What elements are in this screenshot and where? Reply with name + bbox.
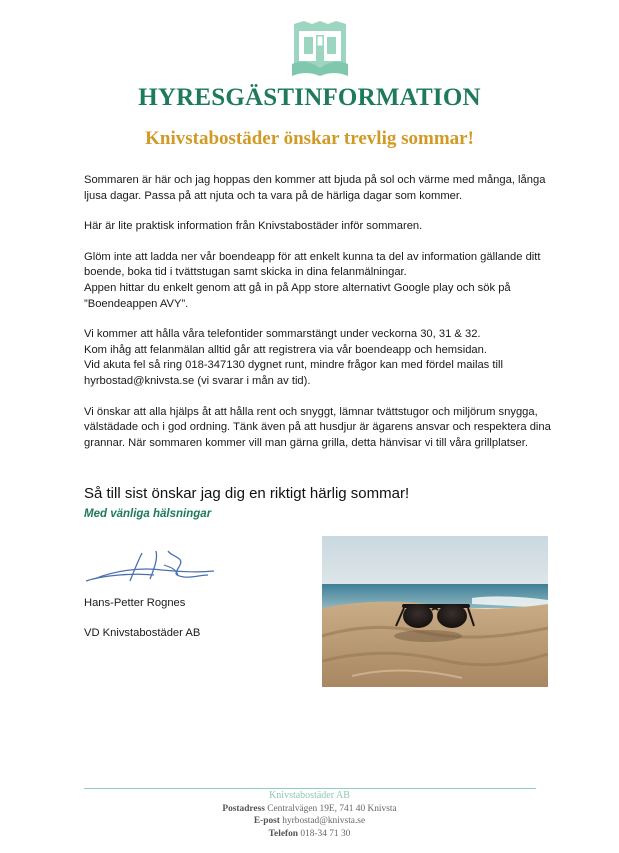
footer-company: Knivstabostäder AB bbox=[269, 790, 350, 801]
handwritten-signature bbox=[84, 545, 224, 590]
footer bbox=[0, 790, 619, 840]
greeting: Med vänliga hälsningar bbox=[84, 508, 212, 520]
footer-postal-value: Centralvägen 19E, 741 40 Knivsta bbox=[267, 803, 397, 814]
footer-postal bbox=[0, 803, 619, 816]
footer-email-value: hyrbostad@knivsta.se bbox=[282, 816, 366, 826]
signer-role: VD Knivstabostäder AB bbox=[84, 627, 201, 639]
closing-line: Så till sist önskar jag dig en riktigt härlig sommar! bbox=[84, 485, 410, 502]
footer-email-label: E-post bbox=[253, 816, 280, 826]
paragraph-intro: Sommaren är här och jag hoppas den kommer att bjuda på sol och värme med många, långa ljusa dagar. Passa på att njuta och ta vara på de härliga dagar som kommer. bbox=[84, 174, 546, 202]
footer-email bbox=[0, 815, 619, 828]
paragraph-practical-info: Här är lite praktisk information från Knivstabostäder inför sommaren. bbox=[84, 220, 423, 233]
paragraph-phone-hours: Vi kommer att hålla våra telefontider sommarstängt under veckorna 30, 31 & 32. bbox=[84, 328, 481, 341]
paragraph-emergency-contact: Vid akuta fel så ring 018-347130 dygnet runt, mindre frågor kan med fördel mailas till hyrbostad@knivsta.se (vi svarar i mån av tid). bbox=[84, 359, 503, 387]
paragraph-house-rules: Vi önskar att alla hjälps åt att hålla rent och snyggt, lämnar tvättstugor och miljörum snygga, välstädade och i god ordning. Tänk även på att husdjur är ägarens ansvar och respektera dina grannar. När sommaren kommer vill man gärna grilla, detta hänvisar vi till våra grillplatser. bbox=[84, 405, 551, 449]
building-logo-icon bbox=[290, 18, 350, 78]
footer-phone-label: Telefon bbox=[268, 828, 298, 839]
page-title: HYRESGÄSTINFORMATION bbox=[138, 84, 481, 111]
footer-phone bbox=[0, 828, 619, 841]
signer-name: Hans-Petter Rognes bbox=[84, 597, 186, 609]
paragraph-fault-report: Kom ihåg att felanmälan alltid går att registrera via vår boendeapp och hemsidan. bbox=[84, 343, 487, 356]
beach-sunglasses-photo bbox=[322, 536, 548, 687]
paragraph-app-find: Appen hittar du enkelt genom att gå in på App store alternativt Google play och sök på ”Boendeappen AVY”. bbox=[84, 281, 511, 310]
footer-divider bbox=[84, 788, 536, 789]
footer-phone-value: 018-34 71 30 bbox=[300, 828, 351, 839]
paragraph-app-download: Glöm inte att ladda ner vår boendeapp för att enkelt kunna ta del av information gällande ditt boende, boka tid i tvättstugan samt skicka in dina felanmälningar. bbox=[84, 250, 541, 279]
letter-body bbox=[84, 173, 559, 451]
page-subtitle: Knivstabostäder önskar trevlig sommar! bbox=[145, 128, 474, 149]
footer-postal-label: Postadress bbox=[222, 803, 265, 814]
